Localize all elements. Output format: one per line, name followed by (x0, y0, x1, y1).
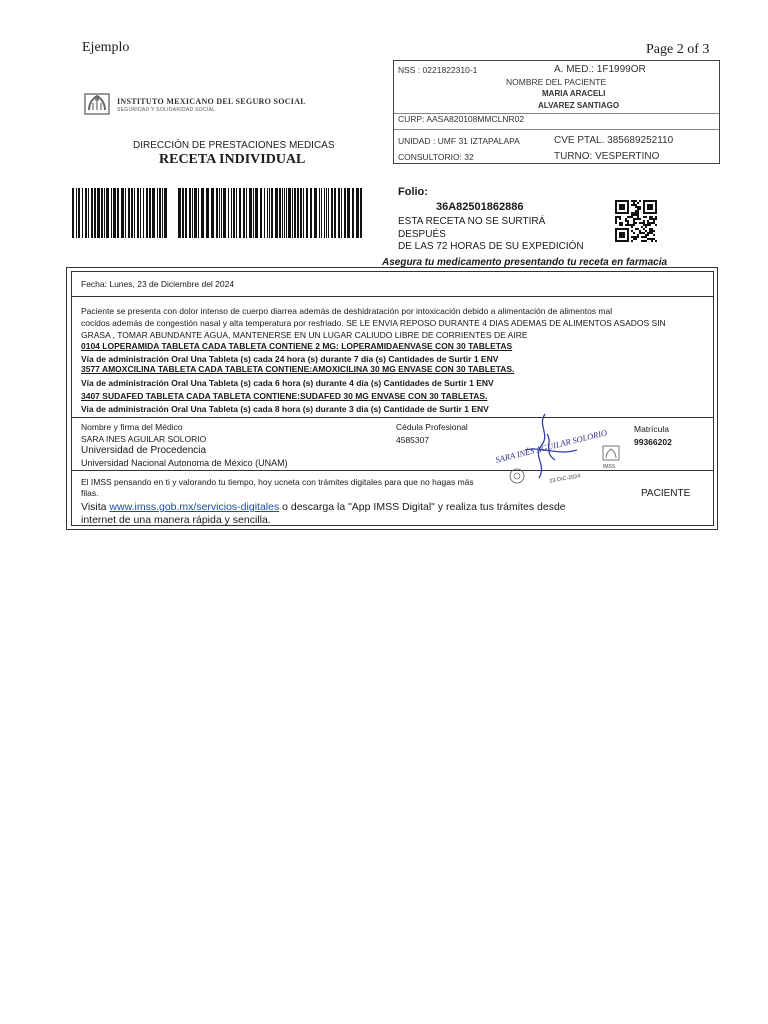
prescription-date: Fecha: Lunes, 23 de Diciembre del 2024 (81, 279, 235, 289)
university-label: Universidad de Procedencia (81, 445, 207, 456)
svg-text:IMSS: IMSS (603, 464, 616, 470)
medication-instructions: Vía de administración Oral Una Tableta (s) cada 6 hora (s) durante 4 día (s) Cantidades de Surtir 1 ENV (81, 378, 494, 388)
patient-name-label: NOMBRE DEL PACIENTE (506, 77, 607, 87)
imss-message-line: El IMSS pensando en ti y valorando tu tiempo, hoy ucneta con trámites digitales para que no hagas más (81, 477, 474, 487)
visita-suffix: o descarga la "App IMSS Digital" y realiza tus trámites desde (279, 501, 566, 513)
clinical-note-line: cocidos además de congestión nasal y alta temperatura por resfriado. SE LE ENVIA REPOSO DURANTE 4 DIAS ADEMAS DE ALIMENTOS ASADOS SIN (81, 318, 666, 328)
visita-line-2: internet de una manera rápida y sencilla. (81, 514, 271, 526)
expiry-warning (398, 216, 584, 254)
university-name: Universidad Nacional Autonoma de México (UNAM) (81, 458, 288, 468)
visita-prefix: Visita (81, 501, 110, 513)
doctor-name: SARA INES AGUILAR SOLORIO (81, 434, 207, 444)
copy-recipient: PACIENTE (641, 488, 691, 499)
patient-info-box (393, 60, 720, 164)
patient-first-name: MARIA ARACELI (542, 89, 606, 98)
qr-code (614, 200, 658, 242)
medication-instructions: Vía de administración Oral Una Tableta (s) cada 24 hora (s) durante 7 día (s) Cantidades de Surtir 1 ENV (81, 354, 499, 364)
unidad: UNIDAD : UMF 31 IZTAPALAPA (398, 136, 520, 146)
folio-label: Folio: (398, 186, 428, 198)
imss-logo-icon (82, 90, 112, 118)
cedula-label: Cédula Profesional (396, 422, 468, 432)
medication-name: 0104 LOPERAMIDA TABLETA CADA TABLETA CONTIENE 2 MG: LOPERAMIDAENVASE CON 30 TABLETAS (81, 341, 513, 351)
imss-message-line: filas. (81, 488, 99, 498)
cedula-number: 4585307 (396, 435, 430, 445)
signature-text: SARA INÉS AGUILAR SOLORIO (494, 427, 609, 465)
visita-line (81, 501, 566, 514)
imss-services-link[interactable]: www.imss.gob.mx/servicios-digitales (109, 501, 280, 513)
clinical-note-line: GRASA , TOMAR ABUNDANTE AGUA, MANTENERSE EN UN LUGAR CALIUDO LIBRE DE CORRIENTES DE AIRE (81, 330, 528, 340)
stamp-date: 23-DIC-2024 (548, 473, 581, 485)
consultorio: CONSULTORIO: 32 (398, 152, 474, 162)
folio-number: 36A82501862886 (436, 201, 524, 213)
institution-subtitle: SEGURIDAD Y SOLIDARIDAD SOCIAL (117, 107, 216, 113)
example-label: Ejemplo (82, 40, 130, 55)
medication-name: 3407 SUDAFED TABLETA CADA TABLETA CONTIENE:SUDAFED 30 MG ENVASE CON 30 TABLETAS. (81, 391, 488, 401)
nss: NSS : 0221822310-1 (398, 65, 478, 75)
curp: CURP: AASA820108MMCLNR02 (398, 114, 525, 124)
doctor-label: Nombre y firma del Médico (81, 422, 183, 432)
divider (71, 296, 714, 297)
expiry-warning-line: ESTA RECETA NO SE SURTIRÁ (398, 216, 546, 227)
direccion-heading: DIRECCIÓN DE PRESTACIONES MEDICAS (133, 140, 335, 151)
turno: TURNO: VESPERTINO (554, 151, 660, 162)
document-title: RECETA INDIVIDUAL (159, 152, 306, 167)
page-number: Page 2 of 3 (646, 42, 710, 57)
clinical-note-line: Paciente se presenta con dolor intenso de cuerpo diarrea además de deshidratación por intoxicación debido a alimentación de alimentos mal (81, 306, 613, 316)
signature-stamp (485, 412, 630, 492)
expiry-warning-line: DE LAS 72 HORAS DE SU EXPEDICIÓN (398, 241, 584, 252)
cve-ptal: CVE PTAL. 385689252110 (554, 135, 674, 146)
matricula-label: Matrícula (634, 424, 669, 434)
institution-name: INSTITUTO MEXICANO DEL SEGURO SOCIAL (117, 97, 306, 106)
barcode (72, 188, 363, 238)
a-med: A. MED.: 1F1999OR (554, 64, 646, 75)
expiry-warning-line: DESPUÉS (398, 228, 446, 240)
pharmacy-notice: Asegura tu medicamento presentando tu receta en farmacia (382, 257, 668, 268)
matricula-number: 99366202 (634, 437, 672, 447)
medication-instructions: Via de administración Oral Una Tableta (s) cada 8 hora (s) durante 3 dia (s) Cantidade de Surtir 1 ENV (81, 404, 489, 414)
patient-last-name: ALVAREZ SANTIAGO (538, 101, 620, 110)
medication-name: 3577 AMOXCILINA TABLETA CADA TABLETA CONTIENE:AMOXICILINA 30 MG ENVASE CON 30 TABLETAS. (81, 364, 515, 374)
